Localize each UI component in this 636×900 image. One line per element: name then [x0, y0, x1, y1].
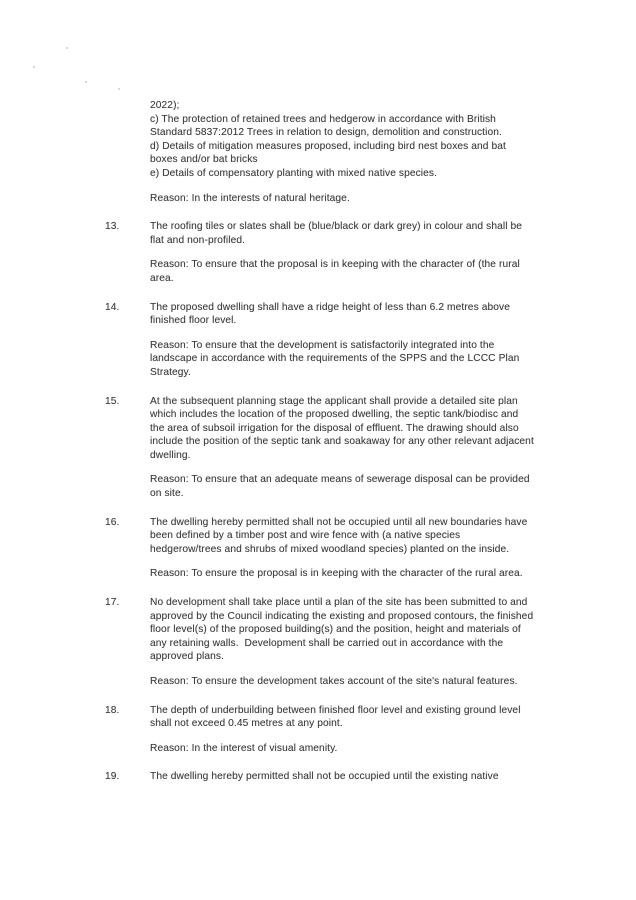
reason-line: Reason: To ensure the proposal is in keeping with the character of the rural area. — [150, 568, 523, 580]
condition-body-line: any retaining walls. Development shall be carried out in accordance with the — [150, 637, 504, 649]
scan-speck — [85, 81, 87, 83]
reason-line: Strategy. — [150, 366, 191, 378]
condition-item — [105, 516, 575, 581]
condition-body-line: flat and non-profiled. — [150, 234, 246, 246]
condition-text — [150, 301, 575, 380]
condition-body-line: boxes and/or bat bricks — [150, 154, 258, 166]
condition-item — [105, 704, 575, 756]
condition-number: 14. — [105, 301, 120, 313]
condition-body-line: At the subsequent planning stage the applicant shall provide a detailed site plan — [150, 395, 518, 407]
condition-item — [105, 220, 575, 285]
condition-body-line: The roofing tiles or slates shall be (blue/black or dark grey) in colour and shall be — [150, 221, 523, 233]
condition-item — [105, 301, 575, 380]
condition-body-line: Standard 5837:2012 Trees in relation to design, demolition and construction. — [150, 127, 502, 139]
scan-speck — [33, 66, 35, 68]
condition-text — [150, 220, 575, 285]
condition-text — [150, 704, 575, 756]
condition-number: 19. — [105, 771, 120, 783]
condition-continuation — [105, 99, 575, 205]
condition-number: 18. — [105, 704, 120, 716]
reason-line: area. — [150, 272, 174, 284]
condition-item — [105, 596, 575, 689]
condition-item — [105, 395, 575, 501]
condition-item — [105, 770, 575, 784]
condition-body-line: hedgerow/trees and shrubs of mixed woodland species) planted on the inside. — [150, 543, 510, 555]
condition-body-line: The depth of underbuilding between finished floor level and existing ground level — [150, 704, 521, 716]
condition-reason — [150, 742, 575, 756]
condition-reason — [150, 567, 575, 581]
condition-body-line: e) Details of compensatory planting with mixed native species. — [150, 167, 438, 179]
reason-line: Reason: To ensure the development takes account of the site's natural features. — [150, 676, 518, 687]
condition-body-line: The dwelling hereby permitted shall not be occupied until all new boundaries have — [150, 516, 528, 528]
condition-number: 16. — [105, 516, 120, 528]
condition-text — [150, 395, 575, 501]
condition-body-line: include the position of the septic tank and soakaway for any other relevant adjacent — [150, 436, 534, 448]
condition-number: 15. — [105, 395, 120, 407]
condition-number: 13. — [105, 221, 120, 233]
condition-text — [150, 770, 575, 784]
condition-body-line: 2022); — [150, 100, 180, 111]
condition-body-line: The proposed dwelling shall have a ridge height of less than 6.2 metres above — [150, 301, 510, 313]
condition-body-line: which includes the location of the proposed dwelling, the septic tank/biodisc and — [150, 409, 519, 421]
condition-text — [150, 516, 575, 581]
condition-text — [150, 99, 575, 205]
condition-reason — [150, 258, 575, 285]
scan-speck — [66, 47, 68, 49]
condition-reason — [150, 675, 575, 689]
condition-number: 17. — [105, 597, 120, 609]
condition-body-line: The dwelling hereby permitted shall not be occupied until the existing native — [150, 771, 499, 783]
condition-body-line: dwelling. — [150, 449, 191, 461]
condition-body-line: approved by the Council indicating the existing and proposed contours, the finished — [150, 610, 534, 622]
condition-body-line: No development shall take place until a plan of the site has been submitted to and — [150, 597, 528, 609]
condition-reason — [150, 339, 575, 380]
condition-body-line: shall not exceed 0.45 metres at any point. — [150, 718, 343, 730]
reason-line: Reason: To ensure that the proposal is in keeping with the character of (the rural — [150, 259, 520, 271]
condition-body-line: floor level(s) of the proposed building(s) and the position, height and materials of — [150, 624, 521, 636]
reason-line: Reason: To ensure that an adequate means of sewerage disposal can be provided — [150, 474, 530, 486]
condition-text — [150, 596, 575, 689]
condition-body-line: d) Details of mitigation measures proposed, including bird nest boxes and bat — [150, 140, 506, 152]
scan-speck — [118, 88, 120, 90]
condition-body-line: finished floor level. — [150, 315, 237, 327]
reason-line: on site. — [150, 488, 184, 500]
reason-line: Reason: In the interests of natural heritage. — [150, 192, 350, 204]
planning-conditions-list — [105, 99, 575, 784]
condition-body-line: been defined by a timber post and wire fence with (a native species — [150, 530, 461, 542]
condition-reason — [150, 192, 575, 206]
reason-line: landscape in accordance with the requirements of the SPPS and the LCCC Plan — [150, 353, 520, 365]
condition-body-line: c) The protection of retained trees and hedgerow in accordance with British — [150, 113, 496, 125]
reason-line: Reason: In the interest of visual amenity. — [150, 742, 338, 754]
condition-body-line: approved plans. — [150, 651, 224, 663]
condition-body-line: the area of subsoil irrigation for the disposal of effluent. The drawing should also — [150, 422, 519, 434]
reason-line: Reason: To ensure that the development is satisfactorily integrated into the — [150, 339, 495, 351]
condition-reason — [150, 473, 575, 500]
